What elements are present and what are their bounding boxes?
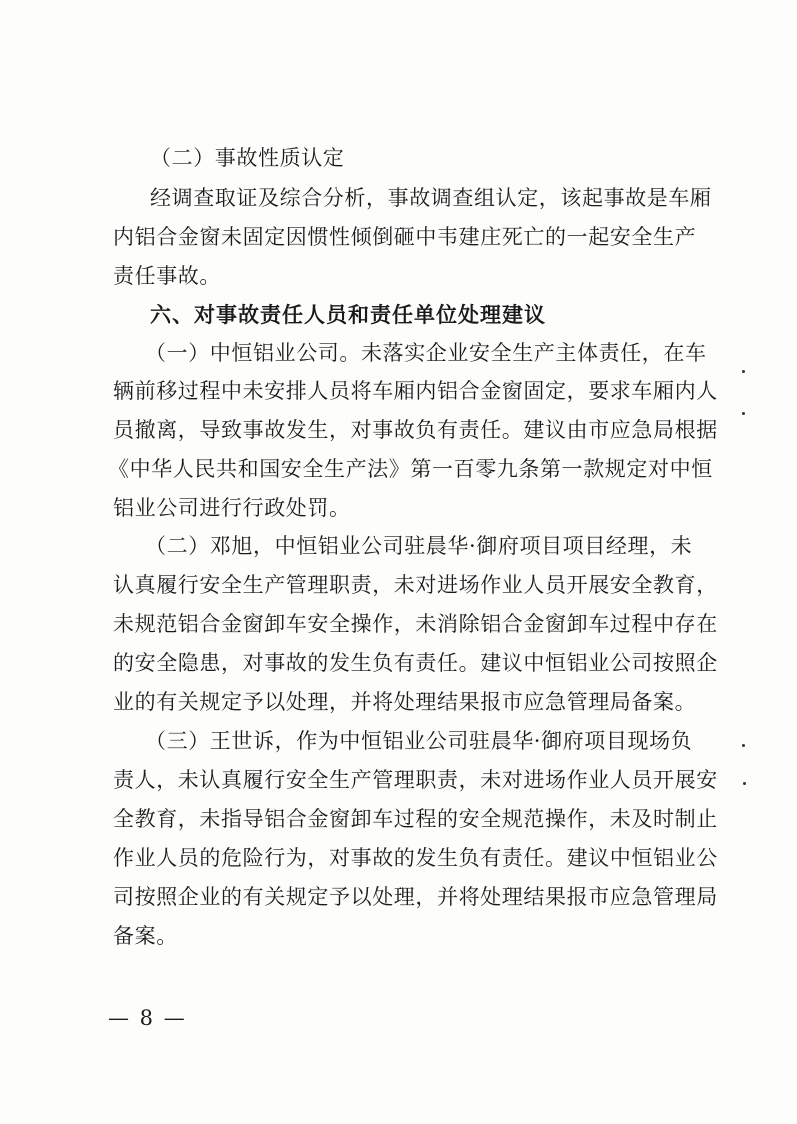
- paragraph-line: 未规范铝合金窗卸车安全操作，未消除铝合金窗卸车过程中存在: [113, 612, 718, 636]
- paragraph-line: 的安全隐患，对事故的发生负有责任。建议中恒铝业公司按照企: [113, 651, 718, 675]
- paragraph-line: 责人，未认真履行安全生产管理职责，未对进场作业人员开展安: [113, 768, 718, 792]
- paragraph-line: 铝业公司进行行政处罚。: [113, 496, 351, 520]
- scan-speck: [742, 744, 745, 747]
- paragraph-line: 责任事故。: [113, 264, 221, 288]
- paragraph-line: 《中华人民共和国安全生产法》第一百零九条第一款规定对中恒: [108, 457, 713, 481]
- paragraph-line: （一）中恒铝业公司。未落实企业安全生产主体责任，在车: [145, 341, 707, 365]
- page-number: — 8 —: [108, 1006, 187, 1030]
- paragraph-line: 司按照企业的有关规定予以处理，并将处理结果报市应急管理局: [113, 885, 718, 909]
- scan-speck: [742, 370, 745, 373]
- paragraph-line: （三）王世诉，作为中恒铝业公司驻晨华·御府项目现场负: [145, 729, 693, 753]
- paragraph-line: 认真履行安全生产管理职责，未对进场作业人员开展安全教育，: [113, 573, 718, 597]
- paragraph-line: 作业人员的危险行为，对事故的发生负有责任。建议中恒铝业公: [113, 846, 718, 870]
- paragraph-line: 业的有关规定予以处理，并将处理结果报市应急管理局备案。: [113, 690, 697, 714]
- scan-speck: [742, 412, 745, 415]
- paragraph-line: 全教育，未指导铝合金窗卸车过程的安全规范操作，未及时制止: [113, 807, 718, 831]
- paragraph-line: （二）邓旭，中恒铝业公司驻晨华·御府项目项目经理，未: [145, 534, 693, 558]
- paragraph-line: 员撤离，导致事故发生，对事故负有责任。建议由市应急局根据: [113, 418, 718, 442]
- paragraph-line: 备案。: [113, 924, 178, 948]
- subheading-accident-nature: （二）事故性质认定: [150, 146, 345, 170]
- paragraph-line: 经调查取证及综合分析，事故调查组认定，该起事故是车厢: [150, 186, 712, 210]
- paragraph-line: 内铝合金窗未固定因惯性倾倒砸中韦建庄死亡的一起安全生产: [113, 225, 697, 249]
- section-heading-six: 六、对事故责任人员和责任单位处理建议: [150, 303, 546, 327]
- scan-speck: [743, 782, 746, 785]
- paragraph-line: 辆前移过程中未安排人员将车厢内铝合金窗固定，要求车厢内人: [113, 379, 718, 403]
